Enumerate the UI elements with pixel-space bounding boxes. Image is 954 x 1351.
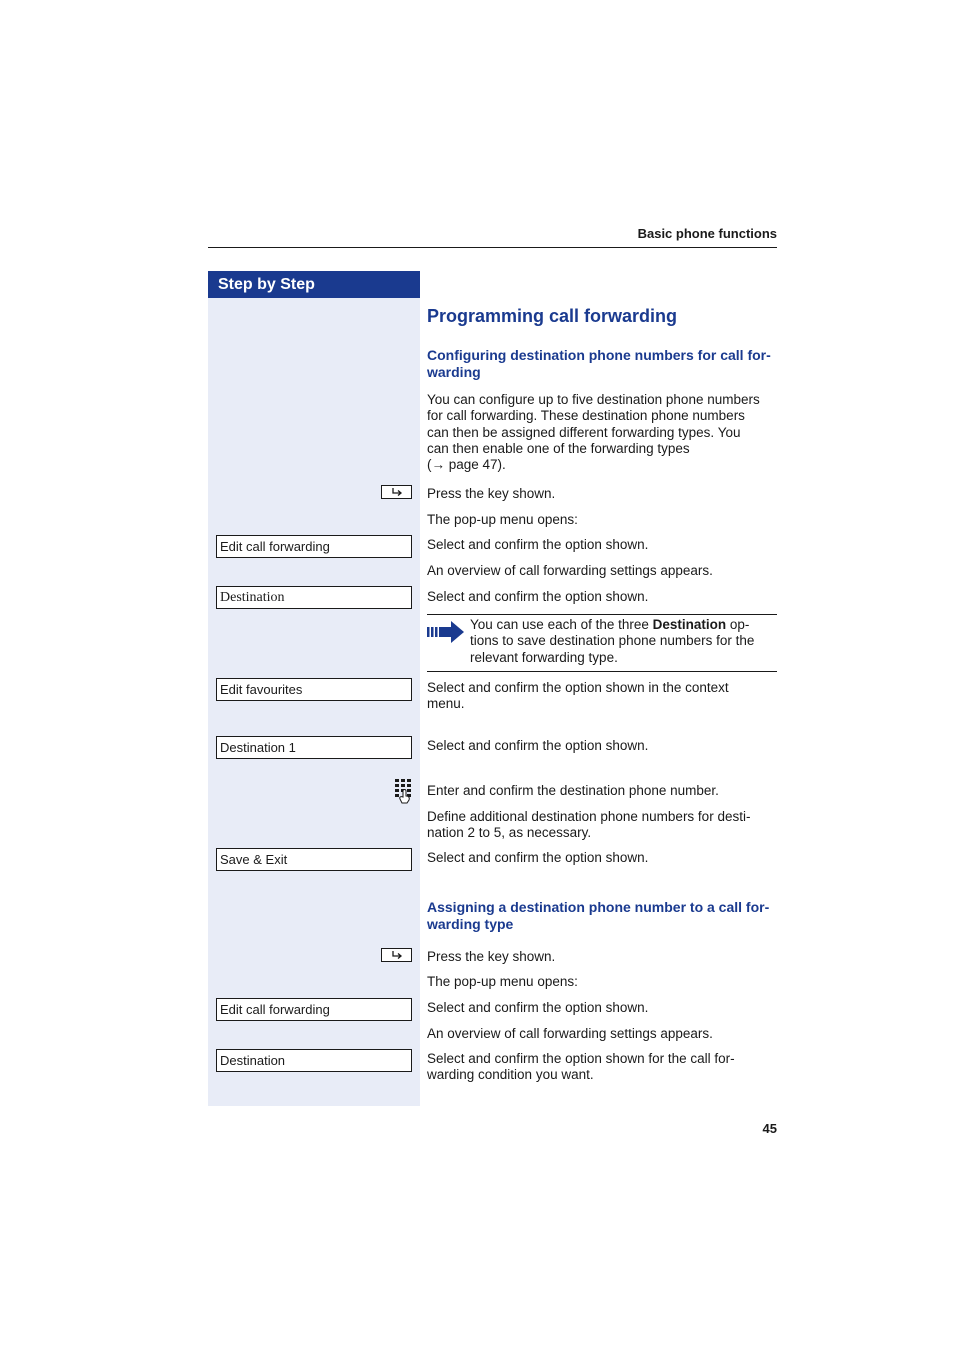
step-text: Select and confirm the option shown.	[427, 850, 649, 865]
note-rule-top	[427, 614, 777, 615]
step-text: Select and confirm the option shown.	[427, 1000, 649, 1015]
menu-destination-2[interactable]: Destination	[216, 1049, 412, 1072]
menu-edit-favourites[interactable]: Edit favourites	[216, 678, 412, 701]
step-text: An overview of call forwarding settings appears.	[427, 563, 713, 578]
note-text: You can use each of the three Destination op- tions to save destination phone numbers for the relevant forwarding type.	[470, 617, 755, 665]
step-text: Select and confirm the option shown.	[427, 738, 649, 753]
step-text: Select and confirm the option shown for the call for- warding condition you want.	[427, 1051, 735, 1083]
forward-key-icon	[381, 485, 412, 499]
menu-edit-call-forwarding[interactable]: Edit call forwarding	[216, 535, 412, 558]
menu-edit-call-forwarding-2[interactable]: Edit call forwarding	[216, 998, 412, 1021]
step-text: Select and confirm the option shown.	[427, 589, 649, 604]
running-header: Basic phone functions	[637, 226, 777, 241]
section2-heading: Assigning a destination phone number to a call for- warding type	[427, 899, 770, 932]
menu-destination-1[interactable]: Destination 1	[216, 736, 412, 759]
keypad-icon	[394, 778, 413, 804]
step-text: Select and confirm the option shown.	[427, 537, 649, 552]
step-text: Press the key shown.	[427, 486, 556, 501]
step-text: Select and confirm the option shown in the context menu.	[427, 680, 729, 712]
step-text: An overview of call forwarding settings appears.	[427, 1026, 713, 1041]
menu-save-exit[interactable]: Save & Exit	[216, 848, 412, 871]
sidebar-title: Step by Step	[208, 271, 420, 298]
page-title: Programming call forwarding	[427, 306, 678, 326]
page-number: 45	[762, 1121, 777, 1136]
menu-destination[interactable]: Destination	[216, 586, 412, 609]
forward-key-icon	[381, 948, 412, 962]
step-text: The pop-up menu opens:	[427, 512, 578, 527]
step-text: Press the key shown.	[427, 949, 556, 964]
header-rule	[208, 247, 777, 248]
note-arrow-icon	[427, 620, 465, 644]
step-text: The pop-up menu opens:	[427, 974, 578, 989]
note-rule-bottom	[427, 671, 777, 672]
section1-heading: Configuring destination phone numbers for call for- warding	[427, 347, 771, 380]
step-text: Enter and confirm the destination phone number.	[427, 783, 719, 798]
section1-intro: You can configure up to five destination phone numbers for call forwarding. These destination phone numbers can then be assigned different forwarding types. You can then enable one of the forwarding types (→ page 47).	[427, 392, 760, 473]
step-text: Define additional destination phone numbers for desti- nation 2 to 5, as necessary.	[427, 809, 751, 841]
